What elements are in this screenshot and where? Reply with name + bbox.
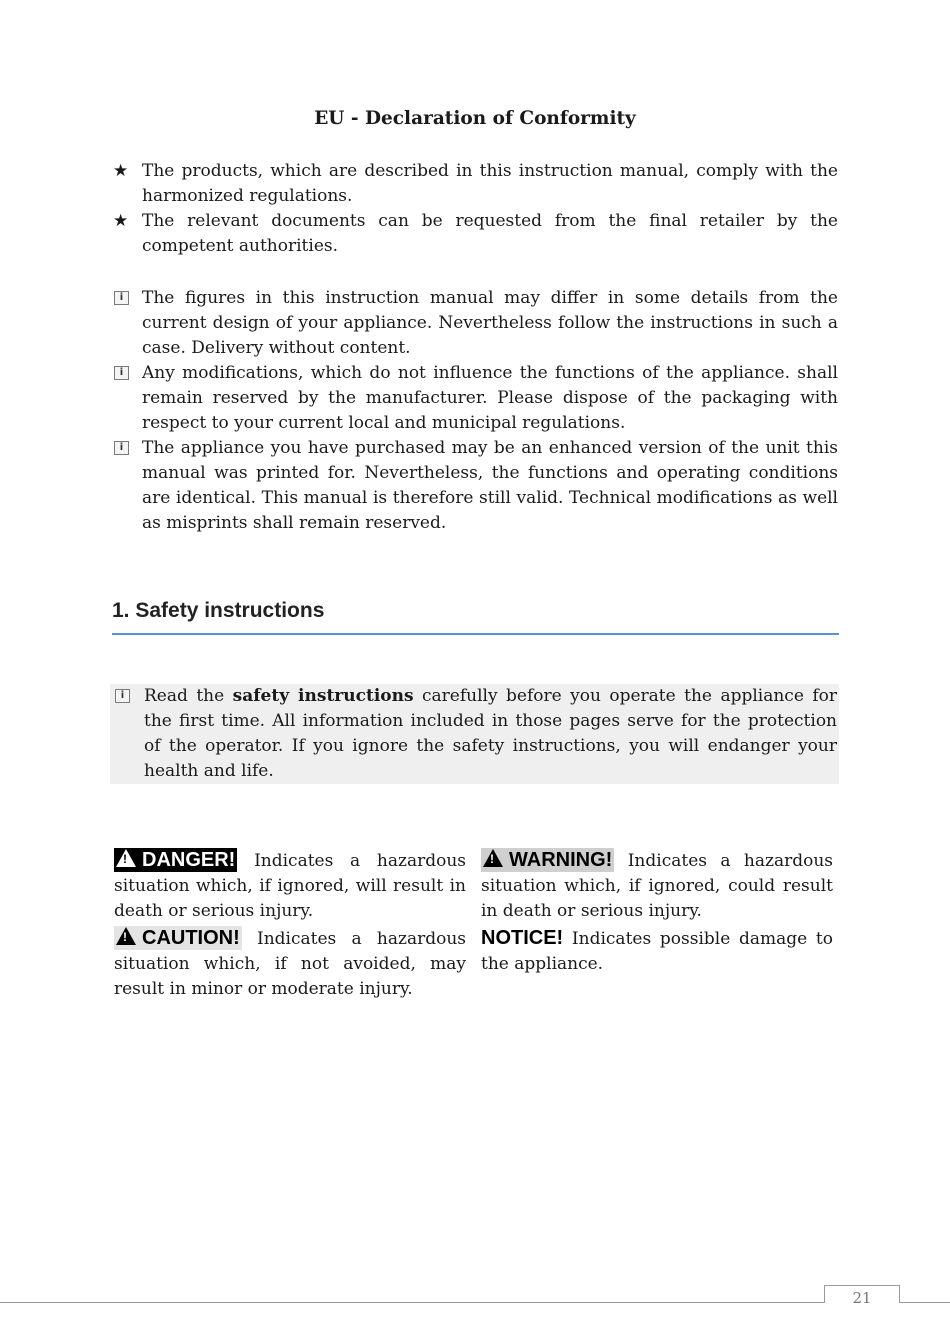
- warning-triangle-icon: [116, 927, 136, 945]
- warning-triangle-icon: [483, 849, 503, 867]
- info-item-text: The figures in this instruction manual may differ in some details from the current design of your appliance. Nevertheless follow the instructions in such a case. Delivery without content.: [142, 288, 838, 358]
- notice-label: NOTICE!: [481, 927, 564, 949]
- info-list: [112, 286, 838, 536]
- info-item: [112, 436, 838, 536]
- caution-label: CAUTION!: [142, 927, 240, 949]
- safety-note-box: [110, 684, 839, 784]
- page-number: 21: [824, 1285, 900, 1303]
- conformity-item-text: The products, which are described in this instruction manual, comply with the harmonized regulations.: [142, 161, 838, 206]
- section-heading: 1. Safety instructions: [112, 599, 839, 635]
- safety-note: [112, 684, 839, 784]
- warning-signal: [481, 848, 614, 872]
- conformity-item-text: The relevant documents can be requested from the final retailer by the competent authorities.: [142, 211, 838, 256]
- info-icon: i: [115, 689, 130, 703]
- signal-column-left: [114, 848, 466, 1002]
- conformity-list: [112, 159, 838, 259]
- footer-rule: [900, 1302, 950, 1303]
- notice-block: [481, 926, 833, 977]
- notice-signal: [481, 926, 563, 950]
- notice-text: Indicates possible damage to the appliance.: [481, 929, 833, 974]
- danger-text: Indicates a hazardous situation which, if ignored, will result in death or serious injury.: [114, 851, 466, 921]
- warning-block: [481, 848, 833, 924]
- warning-text: Indicates a hazardous situation which, if ignored, could result in death or serious injury.: [481, 851, 833, 921]
- safety-note-prefix: Read the: [144, 686, 233, 706]
- danger-label: DANGER!: [142, 849, 236, 871]
- conformity-item: [112, 209, 838, 259]
- safety-note-rest: carefully before you operate the appliance for the first time. All information included in those pages serve for the protection of the operator. If you ignore the safety instructions, you will endanger your health and life.: [144, 686, 837, 781]
- caution-block: [114, 926, 466, 1002]
- info-item-text: Any modifications, which do not influence the functions of the appliance. shall remain reserved by the manufacturer. Please dispose of the packaging with respect to your current local and municipal regulations.: [142, 363, 838, 433]
- info-item-text: The appliance you have purchased may be an enhanced version of the unit this manual was printed for. Nevertheless, the functions and operating conditions are identical. This manual is therefore still valid. Technical modifications as well as misprints shall remain reserved.: [142, 438, 838, 533]
- info-icon: i: [114, 291, 129, 305]
- warning-triangle-icon: [116, 849, 136, 867]
- page-title: EU - Declaration of Conformity: [314, 108, 636, 129]
- danger-signal: [114, 848, 237, 872]
- danger-block: [114, 848, 466, 924]
- caution-text: Indicates a hazardous situation which, if not avoided, may result in minor or moderate injury.: [114, 929, 466, 999]
- star-icon: ★: [113, 161, 129, 181]
- info-item: [112, 286, 838, 361]
- caution-signal: [114, 926, 242, 950]
- warning-label: WARNING!: [509, 849, 613, 871]
- star-icon: ★: [113, 211, 129, 231]
- conformity-item: [112, 159, 838, 209]
- footer-rule: [0, 1302, 825, 1303]
- safety-note-bold: safety instructions: [232, 686, 414, 706]
- signal-column-right: [481, 848, 833, 977]
- info-icon: i: [114, 366, 129, 380]
- info-item: [112, 361, 838, 436]
- info-icon: i: [114, 441, 129, 455]
